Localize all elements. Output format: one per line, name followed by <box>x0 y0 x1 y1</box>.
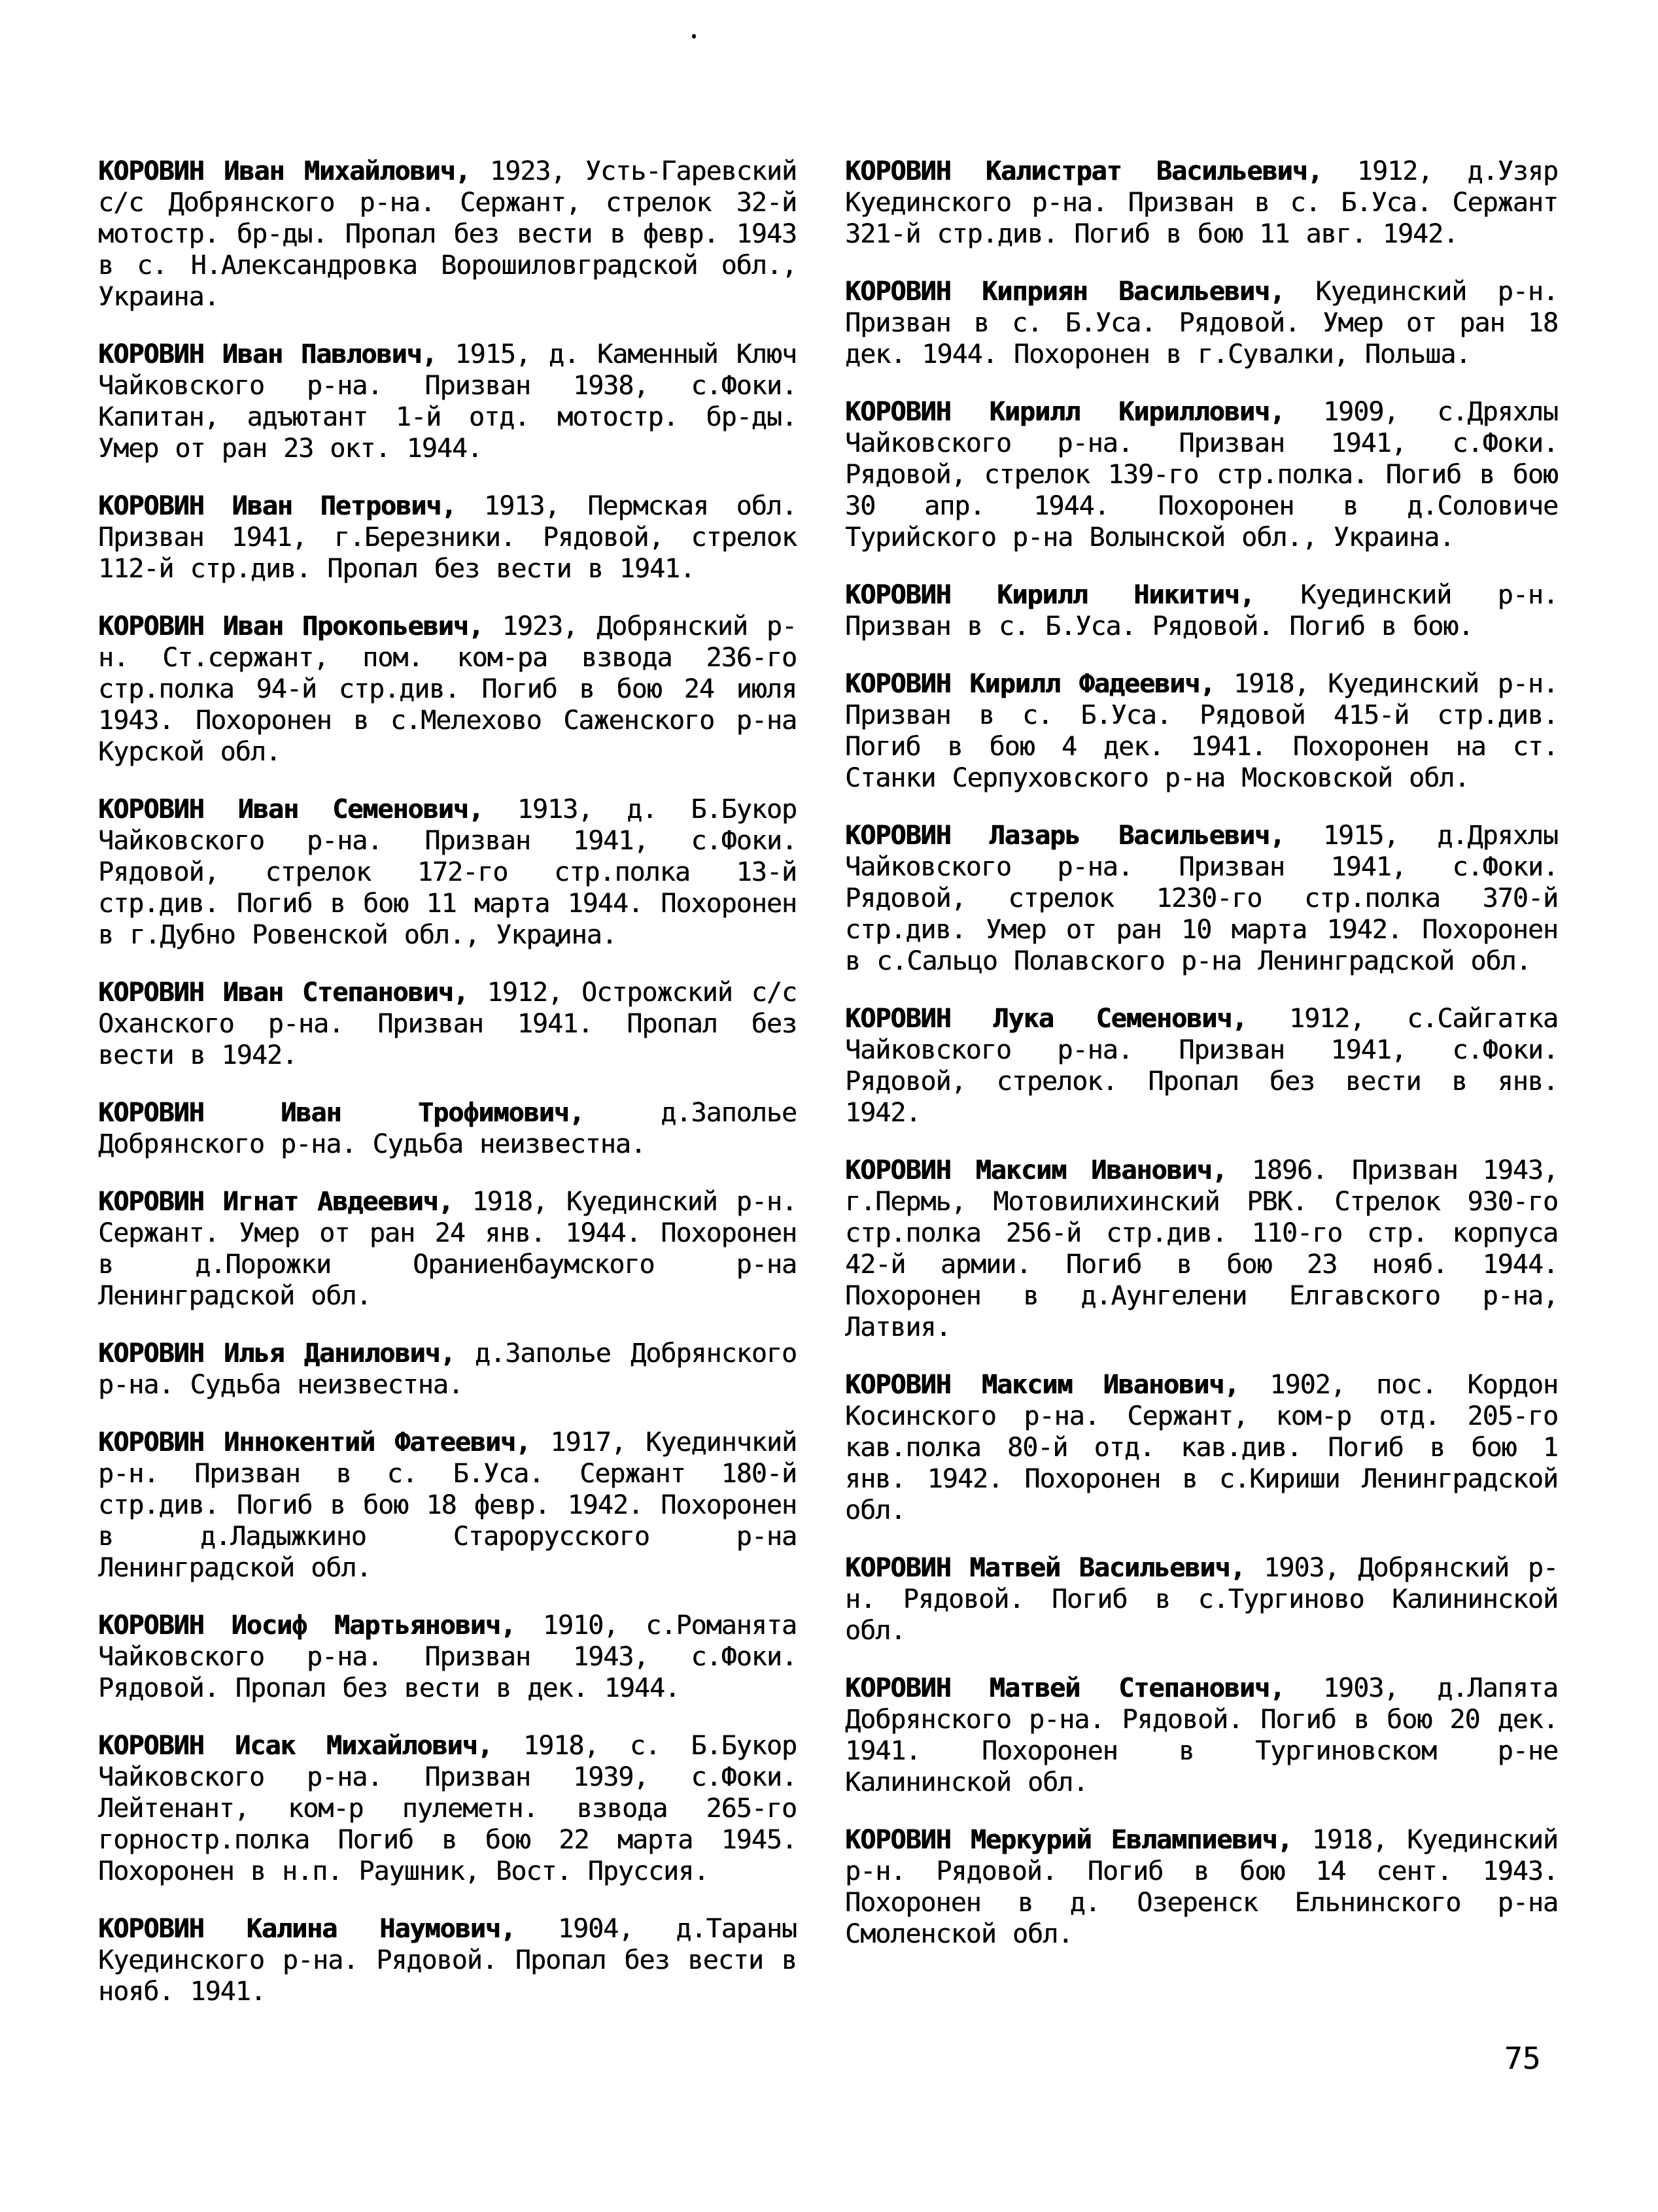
entry-person-name: КОРОВИН Илья Данилович, <box>98 1338 455 1369</box>
entry-details: 1918, с. Б.Букор Чайковского р-на. Призван 1939, с.Фоки. Лейтенант, ком-р пулеметн. взвода 265-го горностр.полка Погиб в бою 22 марта 1945. Похоронен в н.п. Раушник, Вост. Пруссия. <box>98 1731 797 1886</box>
entry-person-name: КОРОВИН Киприян Васильевич, <box>845 277 1285 307</box>
entry-details: 1912, с.Сайгатка Чайковского р-на. Призван 1941, с.Фоки. Рядовой, стрелок. Пропал без вести в янв. 1942. <box>845 1004 1559 1128</box>
entry-person-name: КОРОВИН Иосиф Мартьянович, <box>98 1610 515 1641</box>
memorial-entry <box>845 668 1558 794</box>
entry-person-name: КОРОВИН Иннокентий Фатеевич, <box>98 1427 530 1457</box>
entry-details: 1903, Добрянский р-н. Рядовой. Погиб в с.Тургиново Калининской обл. <box>845 1553 1558 1646</box>
entry-details: 1896. Призван 1943, г.Пермь, Мотовилихинский РВК. Стрелок 930-го стр.полка 256-й стр.див. 110-го стр. корпуса 42-й армии. Погиб в бою 23 нояб. 1944. Похоронен в д.Аунгелени Елгавского р-на, Латвия. <box>845 1155 1558 1342</box>
entry-details: 1915, д. Каменный Ключ Чайковского р-на. Призван 1938, с.Фоки. Капитан, адъютант 1-й отд. мотостр. бр-ды. Умер от ран 23 окт. 1944. <box>98 339 797 464</box>
entry-person-name: КОРОВИН Иван Семенович, <box>98 794 483 825</box>
memorial-entry <box>845 396 1558 553</box>
memorial-entry <box>845 1155 1558 1343</box>
entry-person-name: КОРОВИН Иван Петрович, <box>98 491 457 521</box>
memorial-entry <box>98 156 797 313</box>
memorial-entry <box>98 1913 797 2007</box>
entry-details: 1903, д.Лапята Добрянского р-на. Рядовой. Погиб в бою 20 дек. 1941. Похоронен в Тургиновском р-не Калининской обл. <box>845 1673 1558 1797</box>
entry-details: 1912, д.Узяр Куединского р-на. Призван в с. Б.Уса. Сержант 321-й стр.див. Погиб в бою 11 авг. 1942. <box>845 156 1558 249</box>
entry-person-name: КОРОВИН Матвей Васильевич, <box>845 1553 1245 1583</box>
memorial-entry <box>845 156 1558 250</box>
entry-person-name: КОРОВИН Иван Степанович, <box>98 978 468 1008</box>
entry-person-name: КОРОВИН Иван Прокопьевич, <box>98 611 483 641</box>
entry-details: 1912, Острожский с/с Оханского р-на. Призван 1941. Пропал без вести в 1942. <box>98 978 797 1070</box>
entry-person-name: КОРОВИН Кирилл Фадеевич, <box>845 669 1215 699</box>
memorial-entry <box>98 1610 797 1704</box>
entry-details: 1918, Куединский р-н. Сержант. Умер от ран 24 янв. 1944. Похоронен в д.Порожки Ораниенбаумского р-на Ленинградской обл. <box>98 1187 797 1311</box>
memorial-entry <box>98 611 797 768</box>
memorial-entry <box>98 1338 797 1401</box>
entry-details: 1915, д.Дряхлы Чайковского р-на. Призван 1941, с.Фоки. Рядовой, стрелок 1230-го стр.полка 370-й стр.див. Умер от ран 10 марта 1942. Похоронен в с.Сальцо Полавского р-на Ленинградской обл. <box>845 821 1558 976</box>
memorial-entry <box>98 1427 797 1584</box>
entry-person-name: КОРОВИН Матвей Степанович, <box>845 1673 1285 1703</box>
memorial-entry <box>98 794 797 951</box>
entry-details: 1904, д.Тараны Куединского р-на. Рядовой. Пропал без вести в нояб. 1941. <box>98 1914 797 2007</box>
scan-artifact-dot <box>692 34 696 39</box>
entry-details: 1923, Усть-Гаревский с/с Добрянского р-на. Сержант, стрелок 32-й мотостр. бр-ды. Пропал без вести в февр. 1943 в с. Н.Александровка Ворошиловградской обл., Украина. <box>98 156 797 312</box>
entry-person-name: КОРОВИН Кирилл Кириллович, <box>845 397 1285 427</box>
memorial-entry <box>98 1730 797 1887</box>
entry-person-name: КОРОВИН Лазарь Васильевич, <box>845 821 1285 851</box>
memorial-entry <box>845 820 1558 977</box>
page-number: 75 <box>1504 2041 1541 2076</box>
entry-person-name: КОРОВИН Иван Трофимович, <box>98 1098 584 1128</box>
entry-details: 1918, Куединский р-н. Призван в с. Б.Уса. Рядовой 415-й стр.див. Погиб в бою 4 дек. 1941. Похоронен на ст. Станки Серпуховского р-на Московской обл. <box>845 669 1558 793</box>
entry-person-name: КОРОВИН Иван Михайлович, <box>98 156 470 186</box>
entry-person-name: КОРОВИН Кирилл Никитич, <box>845 580 1254 610</box>
memorial-entry <box>845 1003 1558 1129</box>
entry-person-name: КОРОВИН Иван Павлович, <box>98 339 437 369</box>
entry-details: 1917, Куединчкий р-н. Призван в с. Б.Уса. Сержант 180-й стр.див. Погиб в бою 18 февр. 1942. Похоронен в д.Ладыжкино Старорусского р-на Ленинградской обл. <box>98 1427 797 1583</box>
entry-details: 1910, с.Романята Чайковского р-на. Призван 1943, с.Фоки. Рядовой. Пропал без вести в дек. 1944. <box>98 1610 797 1703</box>
memorial-entry <box>845 1673 1558 1798</box>
entry-details: 1909, с.Дряхлы Чайковского р-на. Призван 1941, с.Фоки. Рядовой, стрелок 139-го стр.полка. Погиб в бою 30 апр. 1944. Похоронен в д.Соловиче Турийского р-на Волынской обл., Украина. <box>845 397 1558 553</box>
entry-details: 1918, Куединский р-н. Рядовой. Погиб в бою 14 сент. 1943. Похоронен в д. Озеренск Ельнинского р-на Смоленской обл. <box>845 1825 1558 1949</box>
right-column <box>845 156 1558 1976</box>
memorial-entry <box>845 1552 1558 1646</box>
entry-details: 1913, д. Б.Букор Чайковского р-на. Призван 1941, с.Фоки. Рядовой, стрелок 172-го стр.полка 13-й стр.див. Погиб в бою 11 марта 1944. Похоронен в г.Дубно Ровенской обл., Украина. <box>98 794 797 950</box>
memorial-entry <box>845 1824 1558 1950</box>
memorial-entry <box>845 579 1558 642</box>
entry-details: 1923, Добрянский р-н. Ст.сержант, пом. ком-ра взвода 236-го стр.полка 94-й стр.див. Погиб в бою 24 июля 1943. Похоронен в с.Мелехово Саженского р-на Курской обл. <box>98 611 797 767</box>
memorial-entry <box>98 1186 797 1312</box>
entry-details: д.Заполье Добрянского р-на. Судьба неизвестна. <box>98 1098 797 1159</box>
entry-details: 1902, пос. Кордон Косинского р-на. Сержант, ком-р отд. 205-го кав.полка 80-й отд. кав.див. Погиб в бою 1 янв. 1942. Похоронен в с.Кириши Ленинградской обл. <box>845 1370 1558 1525</box>
memorial-entry <box>845 1369 1558 1526</box>
entry-person-name: КОРОВИН Меркурий Евлампиевич, <box>845 1825 1292 1855</box>
entry-person-name: КОРОВИН Максим Иванович, <box>845 1370 1239 1400</box>
entry-person-name: КОРОВИН Лука Семенович, <box>845 1004 1247 1034</box>
memorial-entry <box>845 276 1558 370</box>
memorial-entry <box>98 1097 797 1160</box>
memorial-entry <box>98 977 797 1071</box>
memorial-entry <box>98 339 797 464</box>
left-column <box>98 156 797 2033</box>
entry-details: Куединский р-н. Призван в с. Б.Уса. Рядовой. Погиб в бою. <box>845 580 1558 641</box>
entry-details: Куединский р-н. Призван в с. Б.Уса. Рядовой. Умер от ран 18 дек. 1944. Похоронен в г.Сувалки, Польша. <box>845 277 1558 369</box>
entry-person-name: КОРОВИН Максим Иванович, <box>845 1155 1227 1185</box>
entry-details: 1913, Пермская обл. Призван 1941, г.Березники. Рядовой, стрелок 112-й стр.див. Пропал без вести в 1941. <box>98 491 797 584</box>
memorial-entry <box>98 490 797 585</box>
entry-person-name: КОРОВИН Калина Наумович, <box>98 1914 515 1944</box>
entry-person-name: КОРОВИН Игнат Авдеевич, <box>98 1187 453 1217</box>
entry-person-name: КОРОВИН Исак Михайлович, <box>98 1731 492 1761</box>
entry-person-name: КОРОВИН Калистрат Васильевич, <box>845 156 1322 186</box>
entry-details: д.Заполье Добрянского р-на. Судьба неизвестна. <box>98 1338 797 1400</box>
